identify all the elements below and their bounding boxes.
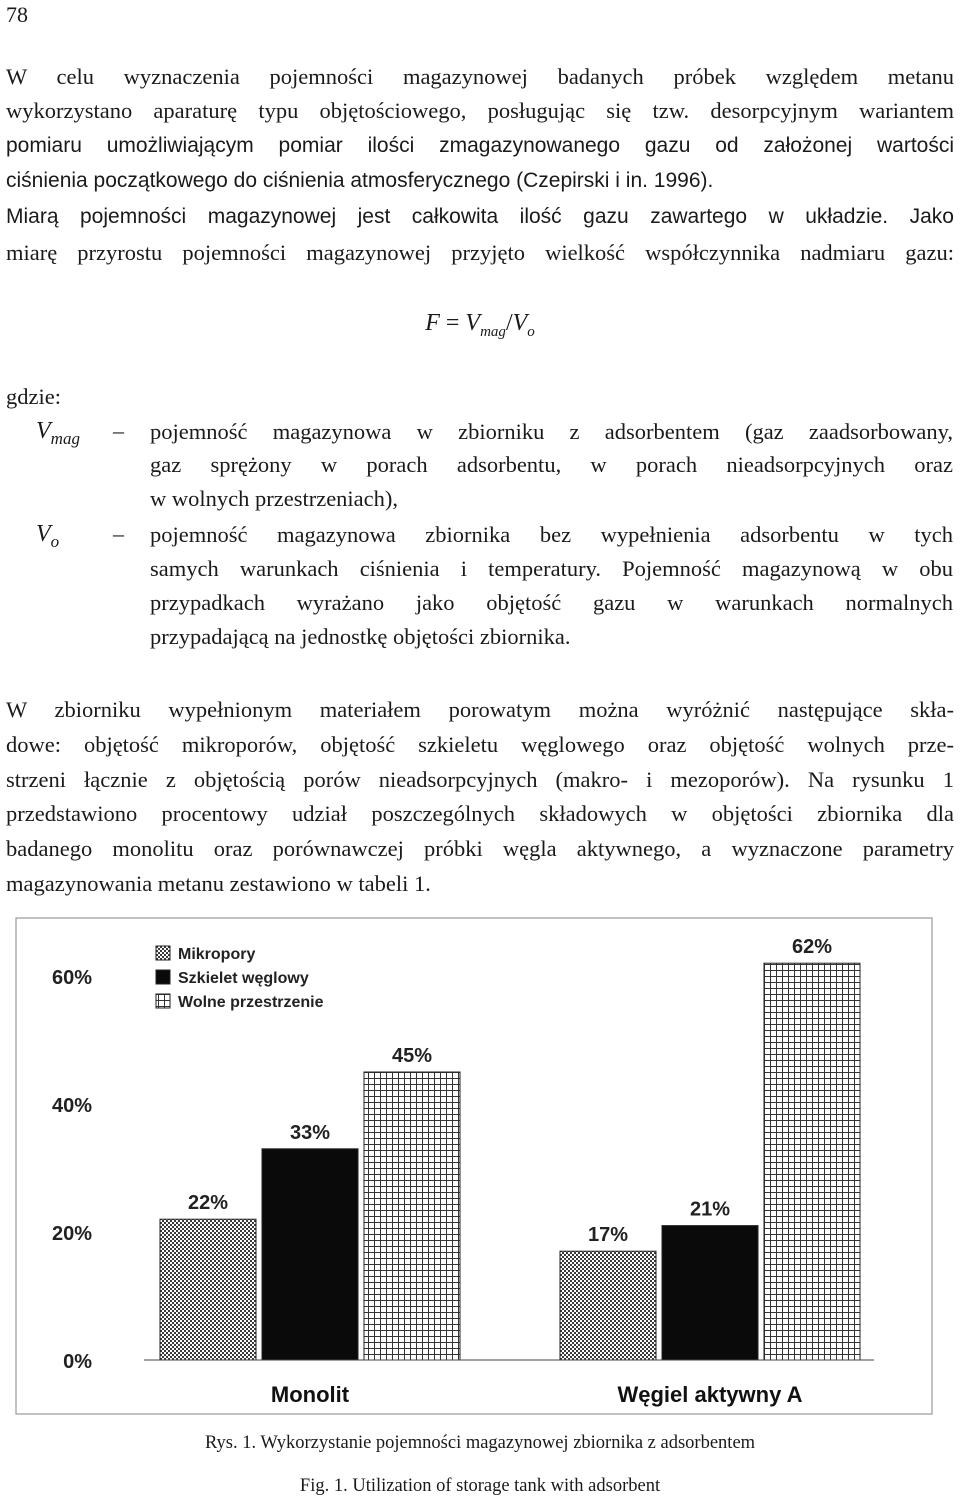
formula-v1: V bbox=[465, 310, 481, 336]
legend-swatch bbox=[156, 994, 170, 1008]
text-line: przedstawiono procentowy udział poszczególnych składowych w objętości zbiornika dla bbox=[6, 801, 954, 826]
data-label: 33% bbox=[289, 1121, 331, 1144]
bar bbox=[262, 1149, 358, 1360]
text-line: ciśnienia początkowego do ciśnienia atmosferycznego (Czepirski i in. 1996). bbox=[6, 169, 714, 192]
formula-sub2: o bbox=[527, 323, 535, 340]
data-label: 21% bbox=[689, 1198, 731, 1221]
formula bbox=[0, 310, 960, 341]
definition-symbol: $V_o$ bbox=[36, 521, 60, 551]
data-label: 17% bbox=[587, 1224, 629, 1247]
legend-label: Szkielet węglowy bbox=[178, 970, 309, 987]
text-line: badanego monolitu oraz porównawczej próbki węgla aktywnego, a wyznaczone parametry bbox=[6, 836, 954, 861]
legend-label: Mikropory bbox=[178, 946, 256, 963]
text-line: pomiaru umożliwiającym pomiar ilości zmagazynowanego gazu od założonej wartości bbox=[6, 134, 954, 157]
definition-line: samych warunkach ciśnienia i temperatury. Pojemność magazynową w obu bbox=[150, 556, 953, 581]
legend-swatch bbox=[156, 970, 170, 984]
formula-slash: / bbox=[505, 310, 513, 336]
definition-line: w wolnych przestrzeniach), bbox=[150, 486, 399, 511]
figure-caption-en: Fig. 1. Utilization of storage tank with adsorbent bbox=[299, 1476, 661, 1496]
y-tick-label: 60% bbox=[51, 967, 92, 989]
text-line: W zbiorniku wypełnionym materiałem porowatym można wyróżnić następujące skła- bbox=[6, 697, 954, 722]
formula-v2: V bbox=[512, 310, 528, 336]
text-line: strzeni łącznie z objętością porów nieadsorpcyjnych (makro- i mezoporów). Na rysunku 1 bbox=[6, 767, 954, 792]
bar bbox=[160, 1219, 256, 1360]
bar bbox=[364, 1072, 460, 1360]
definition-dash: – bbox=[113, 521, 124, 546]
y-tick-label: 0% bbox=[63, 1351, 92, 1373]
category-label: Węgiel aktywny A bbox=[617, 1382, 803, 1407]
definition-line: pojemność magazynowa zbiornika bez wypełnienia adsorbentu w tych bbox=[150, 522, 953, 547]
bar bbox=[662, 1226, 758, 1360]
category-label: Monolit bbox=[270, 1382, 350, 1407]
text-line: Miarą pojemności magazynowej jest całkowita ilość gazu zawartego w układzie. Jako bbox=[6, 205, 954, 228]
text-line: wykorzystano aparaturę typu objętościowego, posługując się tzw. desorpcyjnym wariantem bbox=[6, 98, 954, 123]
definition-line: pojemność magazynowa w zbiorniku z adsorbentem (gaz zaadsorbowany, bbox=[150, 419, 953, 444]
formula-eq: = bbox=[445, 310, 460, 336]
formula-lhs: F bbox=[425, 310, 440, 336]
bar bbox=[560, 1251, 656, 1360]
definition-symbol: $V_{mag}$ bbox=[36, 418, 80, 448]
y-tick-label: 40% bbox=[51, 1095, 92, 1117]
definition-line: przypadkach wyrażano jako objętość gazu w warunkach normalnych bbox=[150, 590, 953, 615]
formula-sub1: mag bbox=[480, 323, 506, 340]
definition-line: przypadającą na jednostkę objętości zbiornika. bbox=[150, 624, 571, 649]
bar-chart bbox=[14, 916, 934, 1416]
where-label: gdzie: bbox=[6, 384, 61, 409]
bar bbox=[764, 963, 860, 1360]
page-number: 78 bbox=[6, 2, 28, 27]
text-line: W celu wyznaczenia pojemności magazynowej badanych próbek względem metanu bbox=[6, 64, 954, 89]
definition-line: gaz sprężony w porach adsorbentu, w porach nieadsorpcyjnych oraz bbox=[150, 452, 953, 477]
text-line: magazynowania metanu zestawiono w tabeli 1. bbox=[6, 871, 431, 896]
text-line: miarę przyrostu pojemności magazynowej przyjęto wielkość współczynnika nadmiaru gazu: bbox=[6, 240, 954, 265]
y-tick-label: 20% bbox=[51, 1223, 92, 1245]
legend-label: Wolne przestrzenie bbox=[178, 994, 324, 1011]
definition-dash: – bbox=[113, 418, 124, 443]
data-label: 22% bbox=[187, 1192, 229, 1215]
legend-swatch bbox=[156, 946, 170, 960]
data-label: 45% bbox=[391, 1045, 433, 1067]
figure-caption-pl: Rys. 1. Wykorzystanie pojemności magazynowej zbiornika z adsorbentem bbox=[204, 1433, 756, 1453]
data-label: 62% bbox=[791, 936, 833, 959]
text-line: dowe: objętość mikroporów, objętość szkieletu węglowego oraz objętość wolnych prze- bbox=[6, 732, 954, 757]
